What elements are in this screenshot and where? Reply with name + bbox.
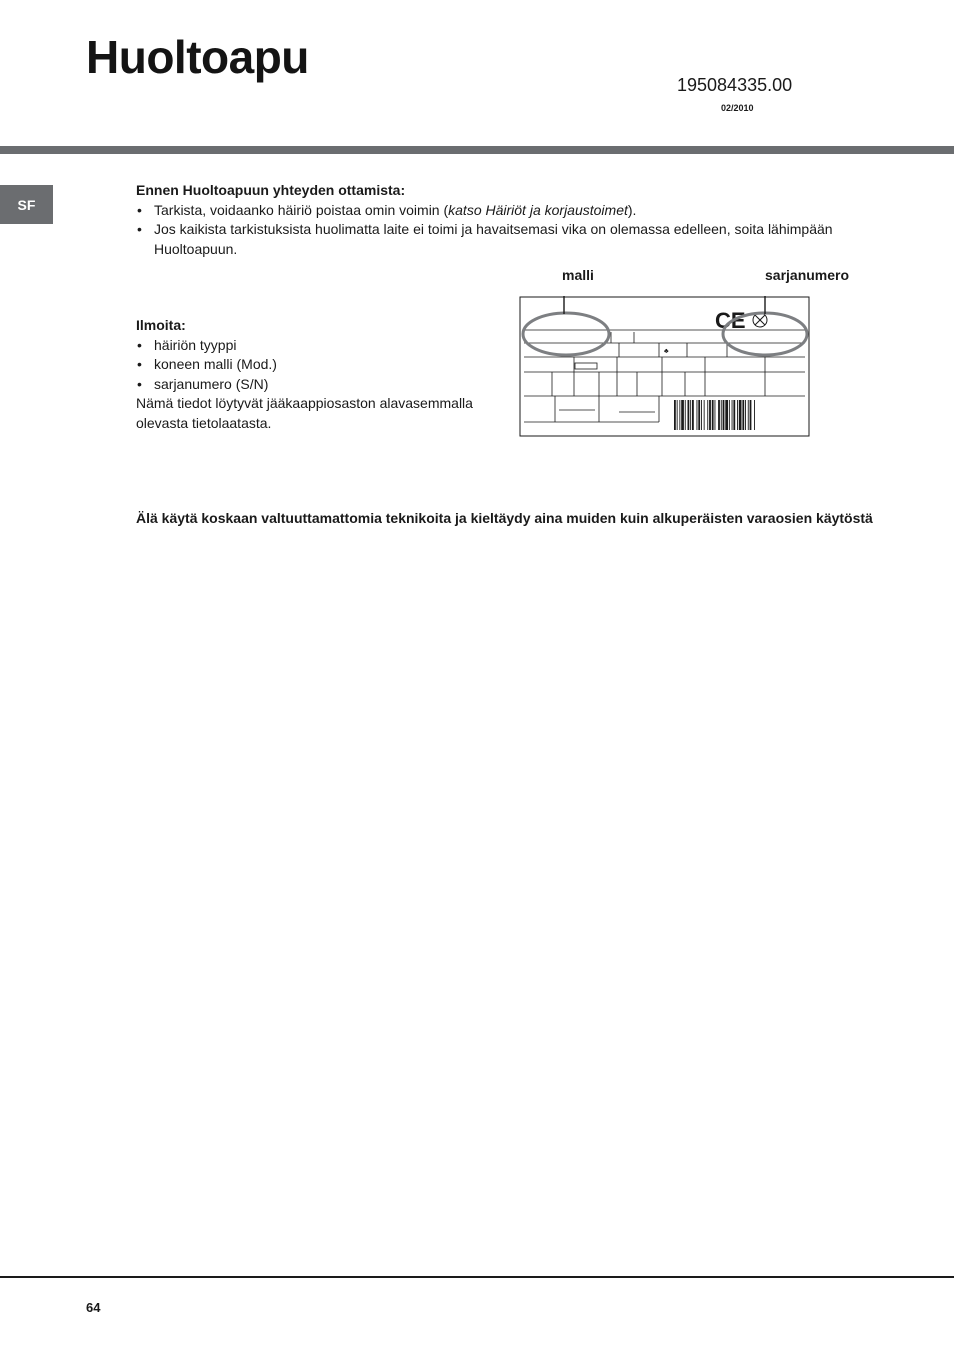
barcode-bar <box>748 400 749 430</box>
list-item <box>136 201 836 221</box>
barcode-bar <box>725 400 728 430</box>
report-list <box>136 336 496 395</box>
list-item: • häiriön tyyppi <box>136 336 496 356</box>
report-heading: Ilmoita: <box>136 317 186 333</box>
barcode-bar <box>712 400 714 430</box>
barcode-bar <box>681 400 684 430</box>
page-number: 64 <box>86 1300 101 1315</box>
barcode-bar <box>715 400 716 430</box>
item-text-end: ). <box>627 201 637 218</box>
language-tab: SF <box>0 185 53 224</box>
model-callout-label: malli <box>562 267 594 283</box>
barcode-bar <box>704 400 705 430</box>
barcode-bar <box>707 400 708 430</box>
barcode-bar <box>754 400 755 430</box>
barcode-bar <box>745 400 746 430</box>
barcode-bar <box>697 400 698 430</box>
barcode-bar <box>677 400 678 430</box>
rating-plate-drawing <box>519 296 810 437</box>
barcode-bar <box>733 400 735 430</box>
svg-text:♣: ♣ <box>664 348 669 355</box>
before-contact-list <box>136 201 836 260</box>
barcode-bar <box>729 400 730 430</box>
barcode-bar <box>692 400 694 430</box>
barcode-bar <box>732 400 733 430</box>
barcode-bar <box>739 400 742 430</box>
serial-callout-label: sarjanumero <box>765 267 850 283</box>
barcode-bar <box>718 400 720 430</box>
report-section <box>136 316 496 433</box>
barcode-bar <box>698 400 700 430</box>
list-item: • Jos kaikista tarkistuksista huolimatta laite ei toimi ja havaitsemasi vika on olemassa edelleen, soita lähimpään Huoltoapuun. <box>136 220 836 259</box>
header-divider <box>0 146 954 154</box>
barcode-bar <box>742 400 744 430</box>
barcode-bar <box>737 400 738 430</box>
before-contact-heading: Ennen Huoltoapuun yhteyden ottamista: <box>136 182 406 198</box>
barcode-bar <box>721 400 722 430</box>
cross-reference: katso Häiriöt ja korjaustoimet <box>448 201 628 218</box>
barcode-bar <box>674 400 676 430</box>
item-text: Tarkista, voidaanko häiriö poistaa omin voimin ( <box>154 201 449 218</box>
barcode-bar <box>685 400 686 430</box>
barcode-bar <box>750 400 752 430</box>
barcode-bar <box>688 400 690 430</box>
barcode-bar <box>679 400 680 430</box>
page-title: Huoltoapu <box>86 31 309 83</box>
barcode-bar <box>690 400 691 430</box>
barcode-bar <box>723 400 725 430</box>
barcode-bar <box>709 400 711 430</box>
report-note: Nämä tiedot löytyvät jääkaappiosaston alavasemmalla olevasta tietolaatasta. <box>136 395 473 431</box>
list-item: • koneen malli (Mod.) <box>136 355 496 375</box>
before-contact-section <box>136 181 836 259</box>
footer-divider <box>0 1276 954 1278</box>
ce-mark-icon: CE <box>715 308 746 333</box>
rating-plate-figure <box>519 296 810 437</box>
document-number: 195084335.00 <box>677 75 793 95</box>
barcode-bar <box>701 400 702 430</box>
list-item: • sarjanumero (S/N) <box>136 375 496 395</box>
warning-text: Älä käytä koskaan valtuuttamattomia teknikoita ja kieltäydy aina muiden kuin alkuperäisten varaosien käytöstä <box>136 510 873 526</box>
document-date: 02/2010 <box>721 103 754 113</box>
